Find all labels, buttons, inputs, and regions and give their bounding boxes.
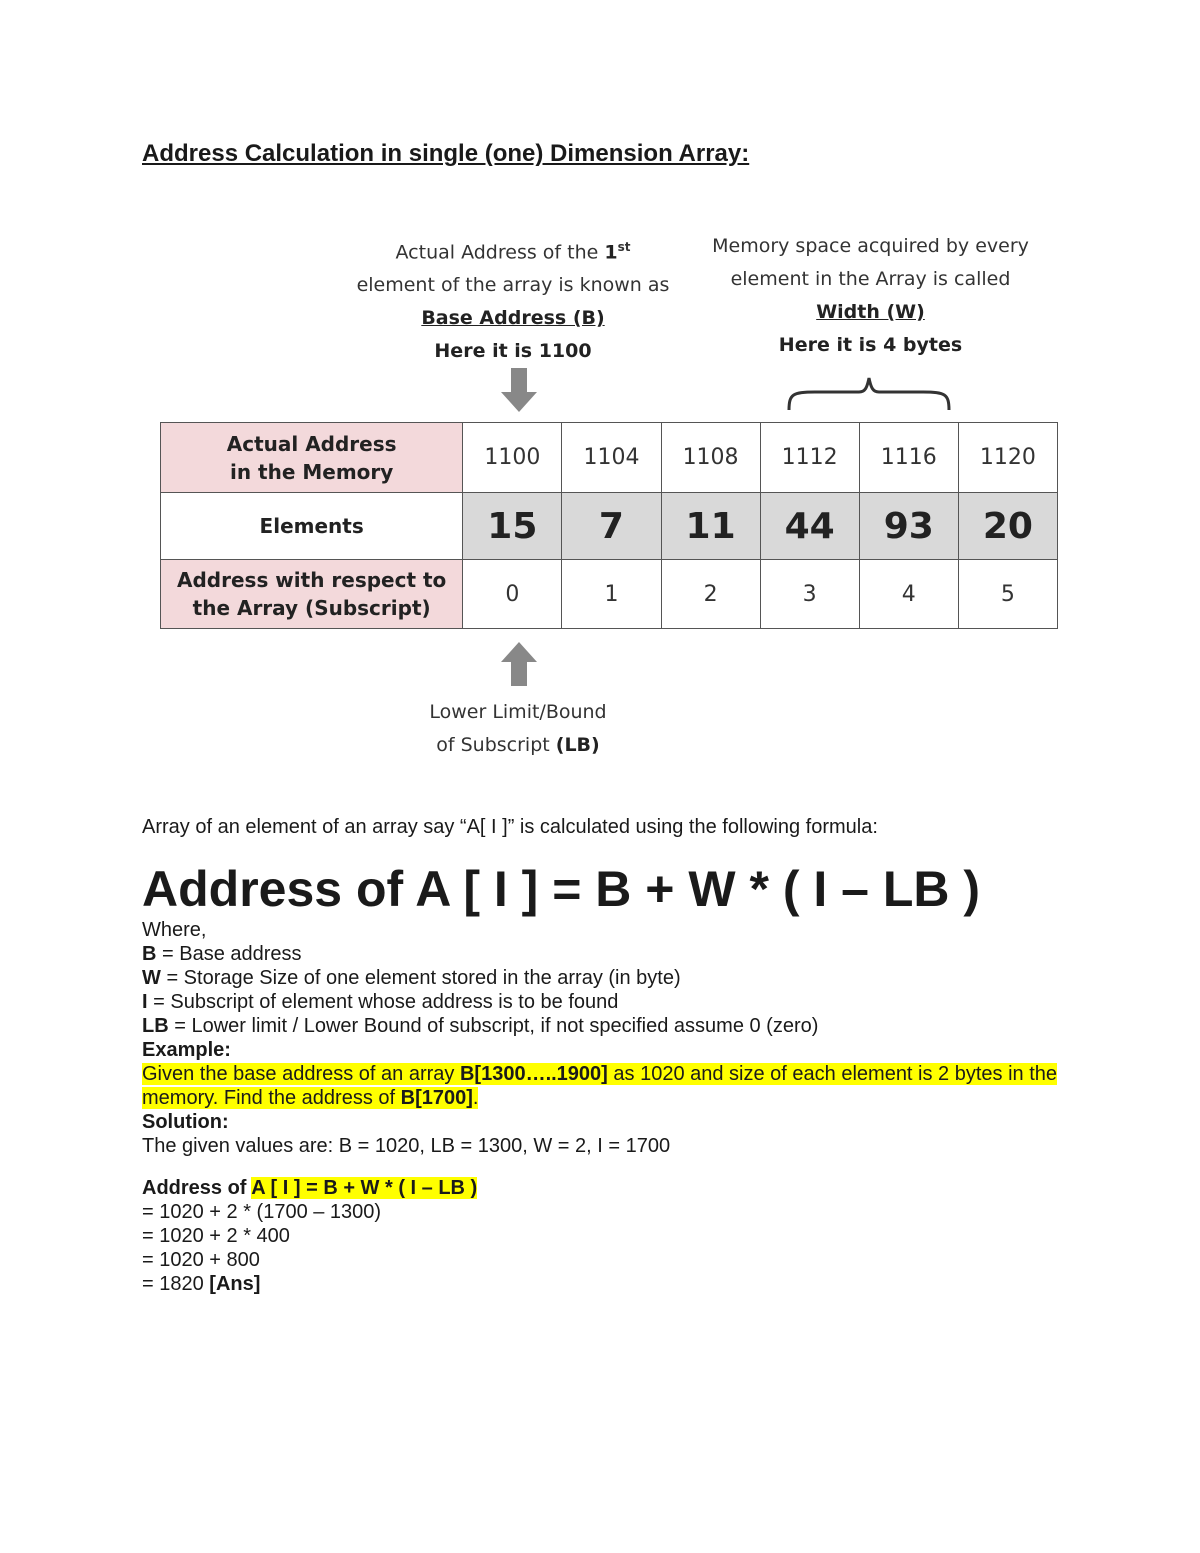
subscript-cell: 1 xyxy=(562,560,661,629)
address-row xyxy=(161,423,1058,493)
element-cell: 20 xyxy=(958,493,1057,560)
subscript-cell: 0 xyxy=(463,560,562,629)
element-cell: 93 xyxy=(859,493,958,560)
address-row-label: Actual Address in the Memory xyxy=(161,423,463,493)
calc-step: = 1020 + 2 * 400 xyxy=(142,1225,290,1247)
definition: I = Subscript of element whose address is to be found xyxy=(142,991,619,1013)
address-cell: 1108 xyxy=(661,423,760,493)
element-cell: 7 xyxy=(562,493,661,560)
explanation xyxy=(142,918,1072,1296)
array-diagram xyxy=(143,222,1058,767)
memory-table xyxy=(160,422,1058,629)
address-cell: 1104 xyxy=(562,423,661,493)
subscript-row-label: Address with respect to the Array (Subscript) xyxy=(161,560,463,629)
address-cell: 1116 xyxy=(859,423,958,493)
subscript-cell: 5 xyxy=(958,560,1057,629)
example-text: Given the base address of an array B[1300…..1900] as 1020 and size of each element is 2 bytes in the memory. Find the address of B[1700]. xyxy=(142,1063,1058,1109)
answer: = 1820 [Ans] xyxy=(142,1273,261,1295)
address-cell: 1100 xyxy=(463,423,562,493)
down-arrow-icon xyxy=(501,368,537,412)
definition: LB = Lower limit / Lower Bound of subscript, if not specified assume 0 (zero) xyxy=(142,1015,819,1037)
base-address-caption: Actual Address of the 1st element of the array is known as Base Address (B) Here it is 1100 xyxy=(356,240,670,363)
curly-brace-icon xyxy=(785,374,953,414)
where-label: Where, xyxy=(142,919,207,941)
element-cell: 15 xyxy=(463,493,562,560)
subscript-row xyxy=(161,560,1058,629)
calc-formula: Address of A [ I ] = B + W * ( I – LB ) xyxy=(142,1177,478,1199)
elements-row-label: Elements xyxy=(161,493,463,560)
definition: W = Storage Size of one element stored in the array (in byte) xyxy=(142,967,681,989)
intro-text: Array of an element of an array say “A[ I ]” is calculated using the following formula: xyxy=(142,816,878,838)
solution-label: Solution: xyxy=(142,1111,229,1133)
width-caption: Memory space acquired by every element in the Array is called Width (W) Here it is 4 bytes xyxy=(712,235,1029,356)
given-values: The given values are: B = 1020, LB = 1300, W = 2, I = 1700 xyxy=(142,1135,671,1157)
lower-bound-caption: Lower Limit/Bound of Subscript (LB) xyxy=(429,701,607,756)
main-formula: Address of A [ I ] = B + W * ( I – LB ) xyxy=(142,861,981,917)
subscript-cell: 4 xyxy=(859,560,958,629)
subscript-cell: 2 xyxy=(661,560,760,629)
address-cell: 1120 xyxy=(958,423,1057,493)
definition: B = Base address xyxy=(142,943,302,965)
calc-step: = 1020 + 2 * (1700 – 1300) xyxy=(142,1201,382,1223)
element-cell: 11 xyxy=(661,493,760,560)
page-title: Address Calculation in single (one) Dimension Array: xyxy=(142,140,750,167)
element-cell: 44 xyxy=(760,493,859,560)
elements-row xyxy=(161,493,1058,560)
up-arrow-icon xyxy=(501,642,537,686)
subscript-cell: 3 xyxy=(760,560,859,629)
address-cell: 1112 xyxy=(760,423,859,493)
calc-step: = 1020 + 800 xyxy=(142,1249,260,1271)
example-label: Example: xyxy=(142,1039,231,1061)
